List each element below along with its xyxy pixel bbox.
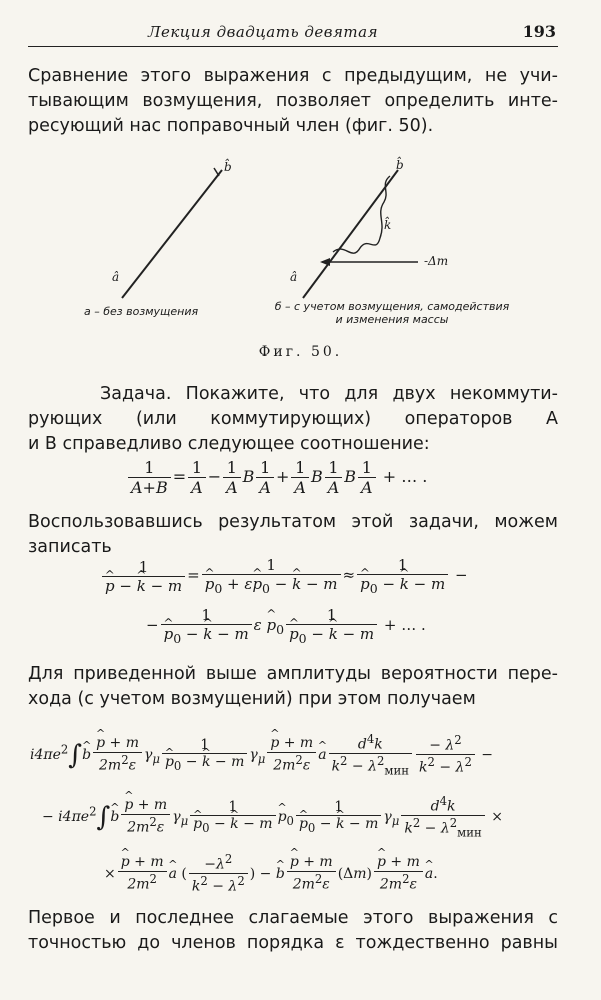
text-line: Задача. Покажите, что для двух некоммути- [100,384,558,404]
paragraph-2 [28,510,558,560]
text-line: записать [28,537,112,557]
caption-a: а – без возмущения [84,305,199,318]
running-title: Лекция двадцать девятая [147,23,379,41]
text-line: точностью до членов порядка ε тождественно равны [28,933,558,953]
text-line: хода (с учетом возмущений) при этом получаем [28,689,476,709]
text-line: Первое и последнее слагаемые этого выражения с [28,908,558,928]
paragraph-3 [28,662,558,712]
intro-paragraph [28,64,558,139]
formula-amplitude-line3: × ^ $\frac{p + m}{2m^2}$ ^ a ( $\frac{-\lambda^2}{k^2 - \lambda^2}$ ) − ^ b ^ $\frac{p + m}{2m^2\varepsilon}$ (Δm) ^ $\frac{p + m}{2m^2\varepsilon}$ ^ a. [104,852,438,896]
page-number: 193 [522,22,556,41]
perturbed-line [303,170,398,298]
text-line: и B справедливо следующее соотношение: [28,434,430,454]
running-header [28,20,558,47]
label-a-hat-left: â [112,270,120,284]
caption-b: б – с учетом возмущения, самодействия и изменения массы [274,300,510,326]
formula-propagator-line1: 1 ^ p − ^ k − m = 1 ^ $p_0$ + ε^ $p_0$ − ^ k − m ≈ 1 ^ $p_0$ − ^ k − m − [100,556,468,596]
formula-amplitude-line1: $i4\pi e^2\int\^{}$ b ^ $\frac{p + m}{2m^2\varepsilon}$ $\gamma_\mu$ 1 ^ $p_0$ − ^ k − m $\gamma_\mu$ ^ $\frac{p + m}{2m^2\varepsilon}$ ^ a $\frac{d^4k}{k^2 - \lambda^2_{мин}}$ $\frac{- \lambda^2}{k^2 - \lambda^2}$ − [30,732,493,778]
text-line: Воспользовавшись результатом этой задачи, можем [28,512,558,532]
label-b-hat-right: b̂ [396,158,404,172]
unperturbed-line [122,170,222,298]
text-line: рующих (или коммутирующих) операторов A [28,409,558,429]
figure-label: Фиг. 50. [258,344,343,360]
label-delta-m: -Δm [424,254,449,268]
formula-propagator-line2: − 1 ^ $p_0$ − ^ k − m ε ^ $p_0$ 1 ^ $p_0$ − ^ k − m + … . [146,606,426,646]
formula-operator-expansion: $\frac{1}{A+B}$ = $\frac{1}{A}$ − $\frac{1}{A}$ B $\frac{1}{A}$ + $\frac{1}{A}$ B $\frac{1}{A}$ B $\frac{1}{A}$ + … . [126,458,427,497]
label-b-hat-left: b̂ [224,160,232,174]
text-line: Сравнение этого выражения с предыдущим, не учи- [28,66,558,86]
wavy-photon-line [333,176,390,253]
paragraph-4 [28,906,558,956]
formula-amplitude-line2: − $i4\pi e^2\int\^{}$ b ^ $\frac{p + m}{2m^2\varepsilon}$ $\gamma_\mu$ 1 ^ $p_0$ − ^ k − m ^ $p_0$ 1 ^ $p_0$ − ^ k − m $\gamma_\mu$ $\frac{d^4k}{k^2 - \lambda^2_{мин}}$ × [42,794,503,840]
text-line: тывающим возмущения, позволяет определить инте- [28,91,558,111]
label-a-hat-right: â [290,270,298,284]
text-line: Для приведенной выше амплитуды вероятности пере- [28,664,558,684]
text-line: ресующий нас поправочный член (фиг. 50). [28,116,434,136]
label-k-hat: k̂ [384,218,392,232]
task-paragraph [28,382,558,457]
